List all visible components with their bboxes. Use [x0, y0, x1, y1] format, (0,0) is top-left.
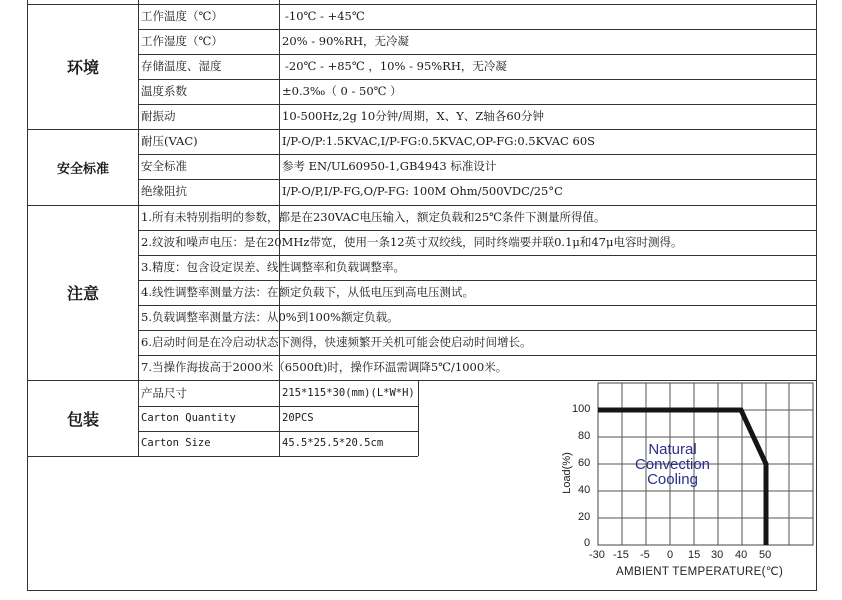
- frame-bottom-border: [27, 590, 817, 591]
- safety-label: 绝缘阻抗: [141, 184, 187, 198]
- note-item: 6.启动时间是在冷启动状态下测得，快速频繁开关机可能会使启动时间增长。: [141, 335, 532, 349]
- column-divider-1: [138, 0, 139, 456]
- section-divider: [27, 456, 418, 457]
- env-label: 工作湿度（℃）: [141, 34, 223, 48]
- package-value: 215*115*30(mm)(L*W*H): [282, 387, 415, 399]
- section-title-notes: 注意: [66, 284, 99, 303]
- env-value: ±0.3‰（ 0 - 50℃ ）: [282, 84, 402, 98]
- y-tick: 80: [578, 430, 591, 442]
- column-divider-2-package: [279, 381, 280, 456]
- chart-annotation: Natural Convection Cooling: [634, 441, 711, 488]
- x-tick: -15: [613, 549, 629, 561]
- env-label: 耐振动: [141, 109, 176, 123]
- package-value: 20PCS: [282, 412, 314, 424]
- safety-value: I/P-O/P,I/P-FG,O/P-FG: 100M Ohm/500VDC/25°C: [282, 184, 563, 198]
- env-value: 20% - 90%RH，无冷凝: [282, 34, 410, 48]
- x-tick: 30: [711, 549, 724, 561]
- x-tick: 50: [759, 549, 772, 561]
- note-item: 7.当操作海拔高于2000米（6500ft)时，操作环温需调降5℃/1000米。: [141, 360, 508, 374]
- x-tick: 15: [688, 549, 701, 561]
- section-title-safety: 安全标准: [56, 161, 109, 177]
- note-item: 5.负载调整率测量方法：从0%到100%额定负载。: [141, 310, 399, 324]
- x-tick: -5: [640, 549, 650, 561]
- note-item: 3.精度：包含设定误差、线性调整率和负载调整率。: [141, 260, 405, 274]
- safety-value: 参考 EN/UL60950-1,GB4943 标准设计: [282, 159, 497, 173]
- x-tick: 0: [667, 549, 674, 561]
- y-tick: 40: [578, 484, 591, 496]
- chart-x-axis-label: AMBIENT TEMPERATURE(℃): [616, 566, 784, 578]
- package-value: 45.5*25.5*20.5cm: [282, 437, 384, 449]
- chart-y-axis-label: Load(%): [561, 452, 573, 494]
- note-item: 1.所有未特别指明的参数，都是在230VAC电压输入，额定负载和25℃条件下测量所得值。: [141, 210, 606, 224]
- safety-label: 耐压(VAC): [141, 134, 198, 148]
- note-item: 2.纹波和噪声电压：是在20MHz带宽，使用一条12英寸双绞线，同时终端要并联0.1μ和47μ电容时测得。: [141, 235, 683, 249]
- package-label: 产品尺寸: [141, 386, 187, 400]
- env-value: -10℃ - +45℃: [285, 9, 365, 23]
- env-label: 温度系数: [141, 84, 187, 98]
- y-tick: 60: [578, 457, 591, 469]
- package-label: Carton Quantity: [141, 412, 236, 424]
- y-tick: 100: [572, 403, 591, 415]
- y-tick: 20: [578, 511, 591, 523]
- section-title-package: 包装: [66, 410, 99, 429]
- env-value: 10-500Hz,2g 10分钟/周期，X、Y、Z轴各60分钟: [282, 109, 544, 123]
- note-item: 4.线性调整率测量方法：在额定负载下，从低电压到高电压测试。: [141, 285, 474, 299]
- safety-value: I/P-O/P:1.5KVAC,I/P-FG:0.5KVAC,OP-FG:0.5KVAC 60S: [282, 134, 596, 148]
- package-table-right-border: [418, 381, 419, 456]
- derating-chart: [550, 380, 816, 590]
- package-label: Carton Size: [141, 437, 211, 449]
- frame-right-border: [816, 0, 817, 591]
- x-tick: -30: [589, 549, 605, 561]
- section-title-environment: 环境: [66, 58, 99, 77]
- x-tick: 40: [735, 549, 748, 561]
- env-label: 工作温度（℃）: [141, 9, 223, 23]
- safety-label: 安全标准: [141, 159, 187, 173]
- y-tick: 0: [584, 537, 591, 549]
- env-label: 存储温度、湿度: [141, 59, 222, 73]
- env-value: -20℃ - +85℃ ，10% - 95%RH，无冷凝: [285, 59, 507, 73]
